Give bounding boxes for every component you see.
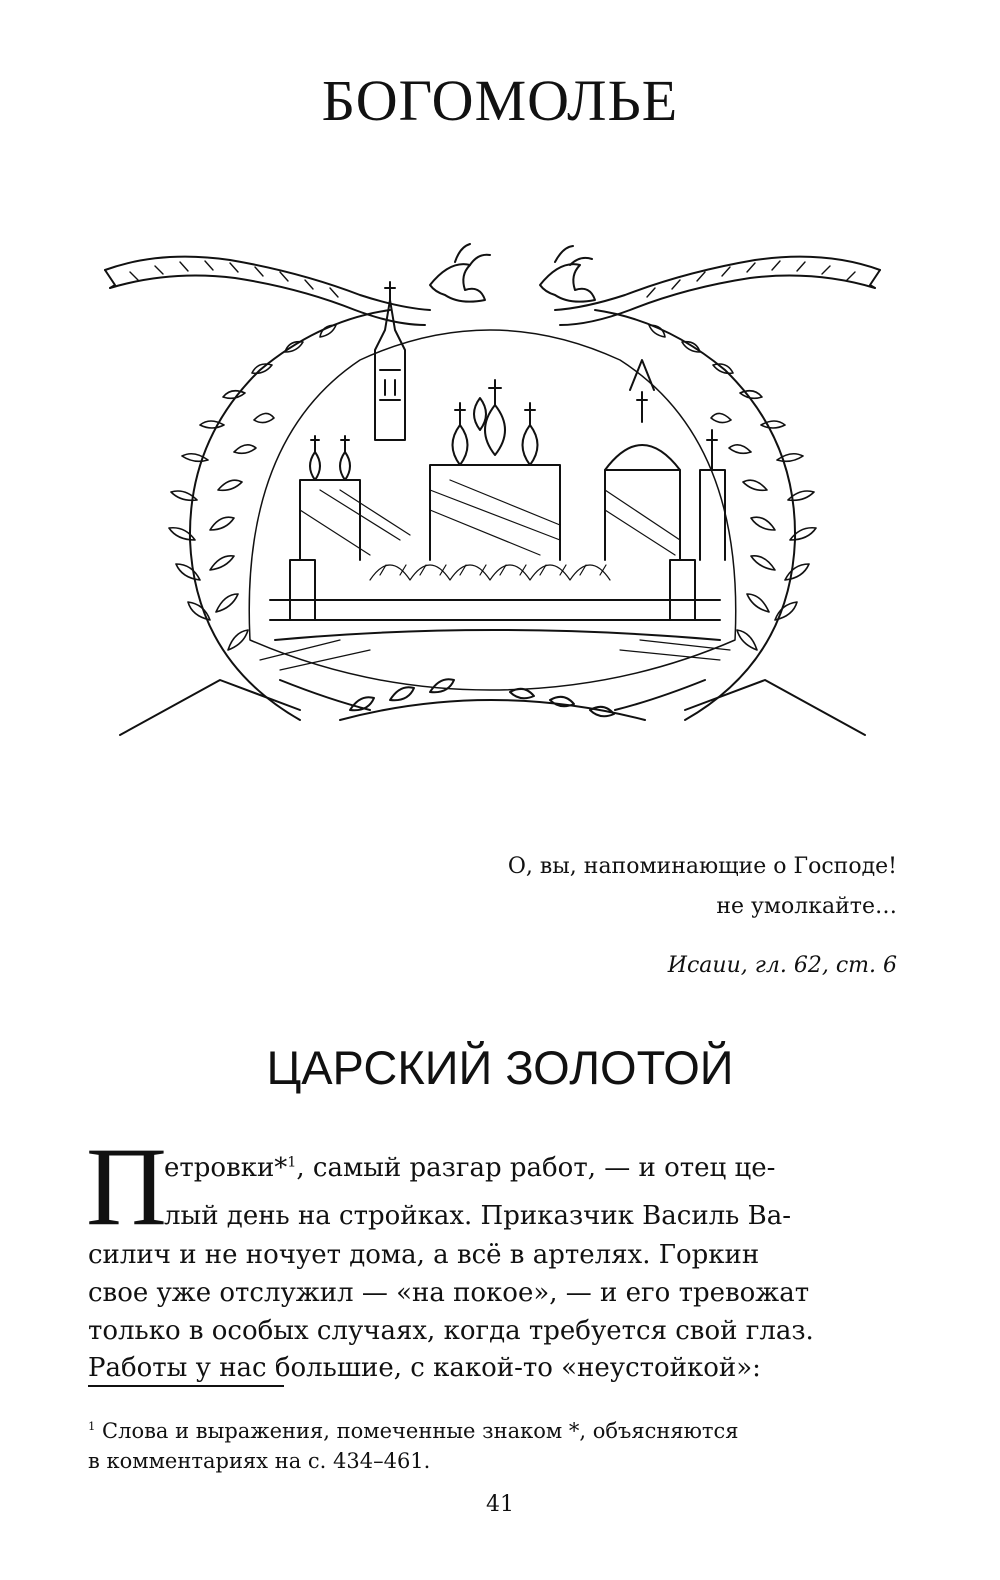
footnote-line: в комментариях на с. 434–461. bbox=[88, 1449, 431, 1473]
body-line: только в особых случаях, когда требуется свой глаз. bbox=[88, 1316, 814, 1346]
body-line: свое уже отслужил — «на покое», — и его тревожат bbox=[88, 1278, 810, 1308]
body-line: лый день на стройках. Приказчик Василь Ва- bbox=[164, 1201, 791, 1231]
footnote-text: Слова и выражения, помеченные знаком *, объясняются bbox=[95, 1419, 739, 1443]
footnote-divider bbox=[88, 1385, 284, 1387]
page-number: 41 bbox=[486, 1492, 514, 1517]
footnote-reference: 1 bbox=[287, 1154, 297, 1171]
body-line: Работы у нас большие, с какой-то «неустойкой»: bbox=[88, 1353, 761, 1383]
monastery-engraving-icon bbox=[100, 240, 885, 750]
body-line: силич и не ночует дома, а всё в артелях. Горкин bbox=[88, 1240, 760, 1270]
footnote-marker: 1 bbox=[88, 1419, 96, 1433]
book-title: БОГОМОЛЬЕ bbox=[321, 68, 679, 133]
body-text: , самый разгар работ, — и отец це- bbox=[296, 1153, 776, 1183]
body-text: етровки* bbox=[164, 1153, 288, 1183]
chapter-title: ЦАРСКИЙ ЗОЛОТОЙ bbox=[266, 1041, 734, 1094]
epigraph-line: не умолкайте… bbox=[716, 894, 897, 919]
footnote-line bbox=[88, 1416, 739, 1446]
body-line bbox=[164, 1148, 898, 1188]
epigraph-line: О, вы, напоминающие о Господе! bbox=[507, 854, 897, 879]
drop-cap: П bbox=[86, 1125, 167, 1249]
epigraph-source: Исаии, гл. 62, ст. 6 bbox=[667, 953, 897, 978]
